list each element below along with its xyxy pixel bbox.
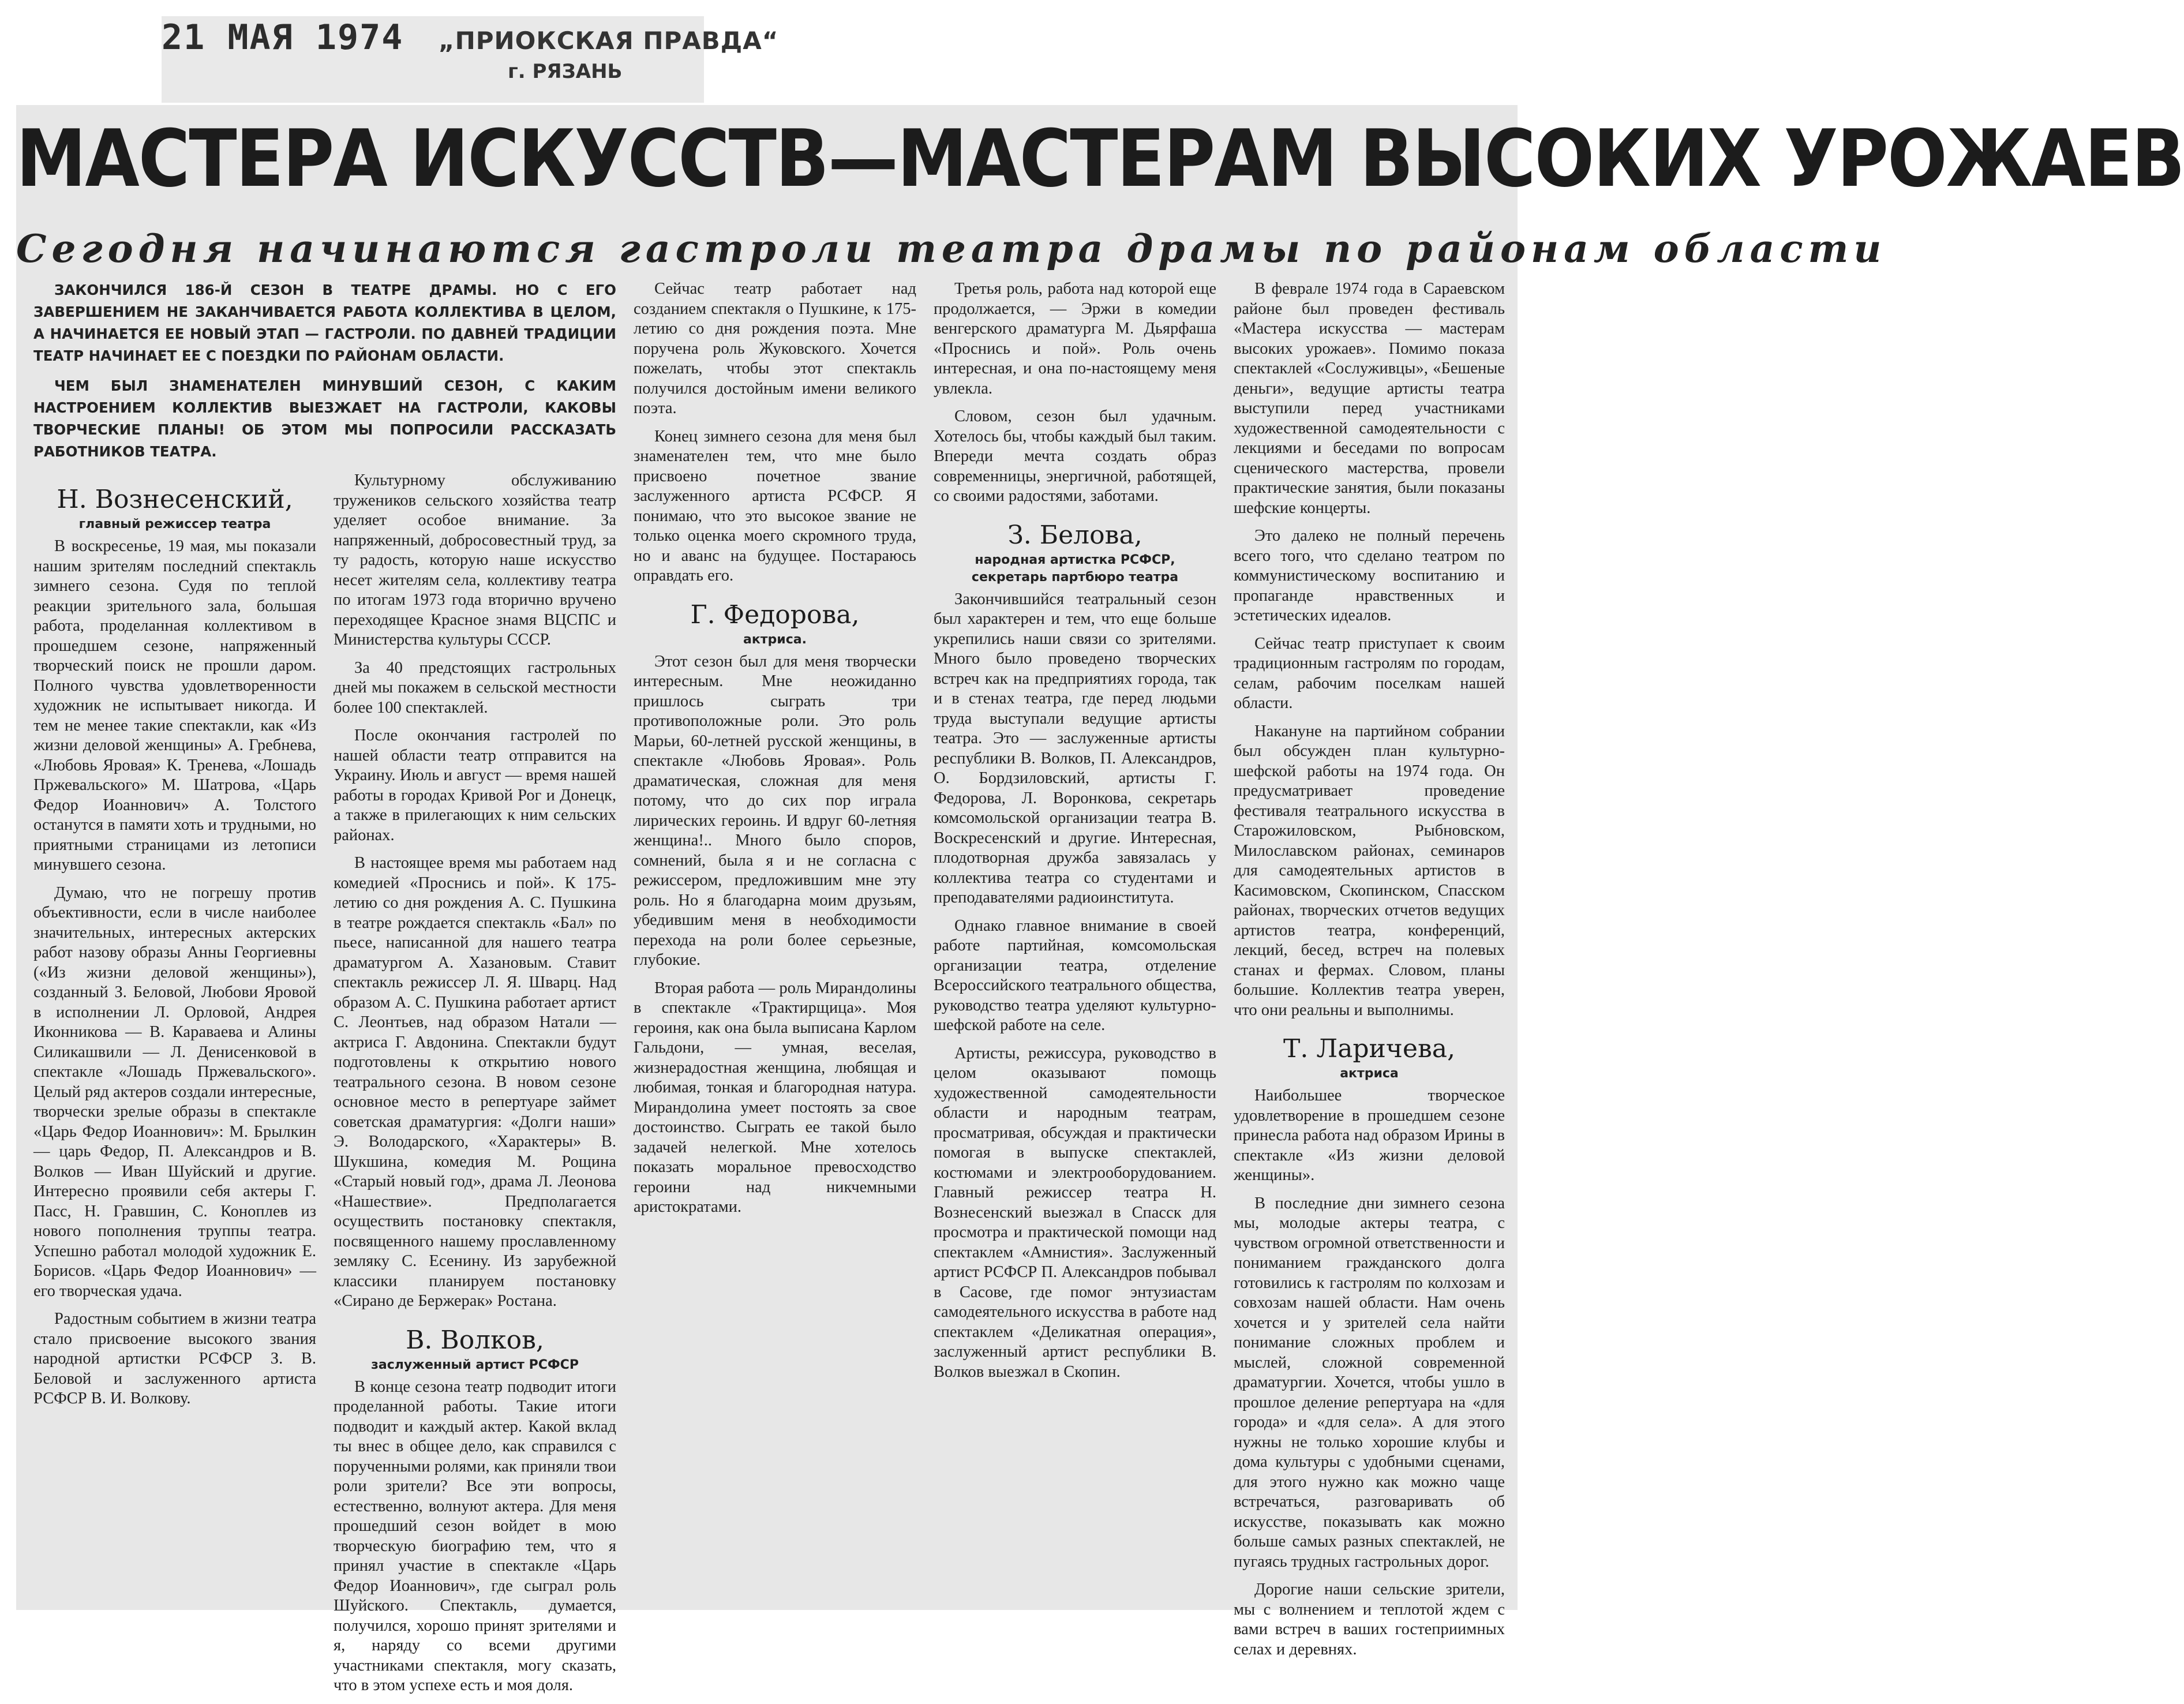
subheadline: Сегодня начинаются гастроли театра драмы по районам области — [16, 226, 1887, 271]
article-paragraph: Словом, сезон был удачным. Хотелось бы, чтобы каждый был таким. Впереди мечта создать образ современницы, энергичной, работящей, со своими радостями, заботами. — [934, 407, 1216, 505]
column-3 — [634, 279, 916, 1226]
newspaper-page — [16, 105, 2184, 1694]
article-paragraph: Думаю, что не погрешу против объективности, если в числе наиболее значительных, интересных актерских работ назову образы Анны Георгиевны («Из жизни деловой женщины»), созданный З. Беловой, Любови Яровой в исполнении Л. Орловой, Андрея Иконникова — В. Караваева и Алины Силикашвили — Л. Денисенковой в спектакле «Лошадь Пржевальского». Целый ряд актеров создали интересные, творчески зрелые образы в спектакле «Царь Федор Иоаннович»: М. Брылкин — царь Федор, П. Александров и В. Волков — Иван Шуйский и другие. Интересно проявили себя актеры Г. Пасс, Н. Гравшин, С. Коноплев из нового пополнения труппы театра. Успешно работал молодой художник Е. Борисов. «Царь Федор Иоаннович» — его творческая удача. — [33, 883, 316, 1300]
author-role: заслуженный артист РСФСР — [371, 1357, 579, 1372]
author-block-volkov — [334, 1324, 616, 1374]
author-name: З. Белова, — [1007, 520, 1142, 550]
clipping-date: 21 МАЯ 1974 — [162, 17, 404, 58]
article-paragraph: Конец зимнего сезона для меня был знаменателен тем, что мне было присвоено почетное звание заслуженного артиста РСФСР. Я понимаю, что это высокое звание не только оценка моего скромного труда, но и аванс на будущее. Постараюсь оправдать его. — [634, 427, 916, 585]
author-name: Г. Федорова, — [690, 600, 860, 630]
article-paragraph: Сейчас театр работает над созданием спектакля о Пушкине, к 175-летию со дня рождения поэта. Мне поручена роль Жуковского. Хочется пожелать, чтобы этот спектакль получился достойным имени великого поэта. — [634, 280, 916, 417]
article-paragraph: Третья роль, работа над которой еще продолжается, — Эржи в комедии венгерского драматурга М. Дьярфаша «Проснись и пой». Роль очень интересная, и она по-настоящему меня увлекла. — [934, 280, 1216, 398]
column-5 — [1234, 279, 1505, 1668]
article-paragraph: Артисты, режиссура, руководство в целом оказывают помощь художественной самодеятельности области и народным театрам, просматривая, обсуждая и практически помогая в выпуске спектаклей, костюмами и электрооборудованием. Главный режиссер театра Н. Вознесенский выезжал в Спасск для просмотра и практической помощи над спектаклем «Амнистия». Заслуженный артист РСФСР П. Александров побывал в Сасове, где помог энтузиастам самодеятельного искусства в работе над спектаклем «Деликатная операция», заслуженный артист республики В. Волков выезжал в Скопин. — [934, 1044, 1216, 1381]
left-block — [33, 279, 616, 1704]
author-block-voznesensky — [33, 484, 316, 533]
article-paragraph: В феврале 1974 года в Сараевском районе был проведен фестиваль «Мастера искусства — мастерам высоких урожаев». Помимо показа спектаклей «Сослуживцы», «Бешеные деньги», ведущие артисты театра выступили перед участниками художественной самодеятельности с лекциями и беседами по вопросам сценического мастерства, провели практические занятия, были показаны шефские концерты. — [1234, 280, 1505, 517]
article-paragraph: За 40 предстоящих гастрольных дней мы покажем в сельской местности более 100 спектаклей. — [334, 658, 616, 717]
article-paragraph: Накануне на партийном собрании был обсужден план культурно-шефской работы на 1974 года. Он предусматривает проведение фестиваля театрального искусства в Старожиловском, Рыбновском, Милославском районах, семинаров для самодеятельных артистов в Касимовском, Скопинском, Спасском районах, творческих отчетов ведущих артистов театра, конференций, лекций, бесед, встреч на полевых станах и фермах. Словом, планы большие. Коллектив театра уверен, что они реальны и выполнимы. — [1234, 722, 1505, 1019]
headline: МАСТЕРА ИСКУССТВ—МАСТЕРАМ ВЫСОКИХ УРОЖАЕВ — [16, 113, 2184, 205]
article-paragraph: В последние дни зимнего сезона мы, молодые актеры театра, с чувством огромной ответственности и пониманием гражданского долга готовились к гастролям по колхозам и совхозам нашей области. Нам очень хочется и у зрителей села найти понимание сложных проблем и мыслей, сложной современной драматургии. Хочется, чтобы ушло в прошлое деление репертуара на «для города» и «для села». А для этого нужны не только хорошие клубы и дома культуры с удобными сценами, для этого нужно как можно чаще встречаться, разговаривать об искусстве, показывать как можно больше самых разных спектаклей, не пугаясь трудных гастрольных дорог. — [1234, 1194, 1505, 1571]
voznesensky-column — [33, 471, 316, 1704]
author-role: актриса — [1340, 1066, 1399, 1081]
newspaper-city: г. РЯЗАНЬ — [508, 60, 623, 83]
article-paragraph: В настоящее время мы работаем над комедией «Проснись и пой». К 175-летию со дня рождения А. С. Пушкина в театре рождается спектакль «Бал» по пьесе, написанной для нашего театра драматургом А. Хазановым. Ставит спектакль режиссер Л. Я. Шварц. Над образом А. С. Пушкина работает артист С. Леонтьев, над образом Натали — актриса Г. Авдонина. Спектакли будут подготовлены к открытию нового театрального сезона. В новом сезоне основное место в репертуаре займет советская драматургия: «Долги наши» Э. Володарского, «Характеры» В. Шукшина, комедия М. Рощина «Старый новый год», драма Л. Леонова «Нашествие». Предполагается осуществить постановку спектакля, посвященного нашему прославленному земляку С. Есенину. Из зарубежной классики планируем постановку «Сирано де Бержерак» Ростана. — [334, 854, 616, 1310]
author-block-laricheva — [1234, 1033, 1505, 1083]
intro-paragraph: ЧЕМ БЫЛ ЗНАМЕНАТЕЛЕН МИНУВШИЙ СЕЗОН, С КАКИМ НАСТРОЕНИЕМ КОЛЛЕКТИВ ВЫЕЗЖАЕТ НА ГАСТРОЛИ, КАКОВЫ ТВОРЧЕСКИЕ ПЛАНЫ! ОБ ЭТОМ МЫ ПОПРОСИЛИ РАССКАЗАТЬ РАБОТНИКОВ ТЕАТРА. — [33, 377, 616, 460]
newspaper-name: „ПРИОКСКАЯ ПРАВДА“ — [439, 27, 779, 55]
article-paragraph: Этот сезон был для меня творчески интересным. Мне неожиданно пришлось сыграть три противоположные роли. Это роль Марьи, 60-летней русской женщины, в спектакле «Любовь Яровая». Роль драматическая, сложная для меня потому, что до сих пор играла лирических героинь. И вдруг 60-летняя женщина!.. Много было споров, сомнений, была я и не согласна с режиссером, предложившим мне эту роль. Но я благодарна моим друзьям, убедившим меня в необходимости перехода на роли более серьезные, глубокие. — [634, 652, 916, 969]
article-paragraph: Закончившийся театральный сезон был характерен и тем, что еще больше укрепились наши связи со зрителями. Много было проведено творческих встреч как на предприятиях города, так и в стенах театра, где перед людьми труда выступали ведущие артисты театра. Это — заслуженные артисты республики В. Волков, П. Александров, О. Бордзиловский, артисты Г. Федорова, Л. Воронкова, секретарь комсомольской организации театра В. Воскресенский и другие. Интересная, плодотворная дружба завязалась у коллектива театра со студентами и преподавателями радиоинститута. — [934, 590, 1216, 907]
article-paragraph: В конце сезона театр подводит итоги проделанной работы. Такие итоги подводит и каждый актер. Какой вклад ты внес в общее дело, как справился с порученными ролями, как приняли твои роли зрители? Все эти вопросы, естественно, волнуют актера. Для меня прошедший сезон войдет в мою творческую биографию тем, что я принял участие в спектакле «Царь Федор Иоаннович», где сыграл роль Шуйского. Спектакль, думается, получился, хорошо принят зрителями и я, наряду со всеми другими участниками спектакля, могу сказать, что в этом успехе есть и моя доля. — [334, 1377, 616, 1694]
column-4 — [934, 279, 1216, 1390]
author-name: В. Волков, — [406, 1325, 544, 1355]
author-block-fedorova — [634, 599, 916, 649]
article-paragraph: После окончания гастролей по нашей области театр отправится на Украину. Июль и август — время нашей работы в городах Кривой Рог и Донецк, а также в прилегающих к ним сельских районах. — [334, 726, 616, 844]
article-paragraph: Дорогие наши сельские зрители, мы с волнением и теплотой ждем с вами встреч в ваших гостеприимных селах и деревнях. — [1234, 1581, 1505, 1658]
article-paragraph: Вторая работа — роль Мирандолины в спектакле «Трактирщица». Моя героиня, как она была выписана Карлом Гальдони, — умная, веселая, жизнерадостная женщина, любящая и любимая, тонкая и благородная натура. Мирандолина умеет постоять за свое достоинство. Сыграть ее такой было задачей нелегкой. Мне хотелось показать моральное превосходство героини над никчемными аристократами. — [634, 979, 916, 1216]
article-paragraph: Сейчас театр приступает к своим традиционным гастролям по городам, селам, рабочим поселкам нашей области. — [1234, 634, 1505, 712]
author-role: актриса. — [743, 632, 807, 647]
author-name: Т. Ларичева, — [1283, 1034, 1455, 1063]
article-paragraph: Наибольшее творческое удовлетворение в прошедшем сезоне принесла работа над образом Ирины в спектакле «Из жизни деловой женщины». — [1234, 1087, 1505, 1184]
intro-paragraph: ЗАКОНЧИЛСЯ 186-Й СЕЗОН В ТЕАТРЕ ДРАМЫ. НО С ЕГО ЗАВЕРШЕНИЕМ НЕ ЗАКАНЧИВАЕТСЯ РАБОТА КОЛЛЕКТИВА В ЦЕЛОМ, А НАЧИНАЕТСЯ ЕЕ НОВЫЙ ЭТАП — ГАСТРОЛИ. ПО ДАВНЕЙ ТРАДИЦИИ ТЕАТР НАЧИНАЕТ ЕЕ С ПОЕЗДКИ ПО РАЙОНАМ ОБЛАСТИ. — [33, 282, 616, 364]
article-paragraph: Культурному обслуживанию тружеников сельского хозяйства театр уделяет особое внимание. За напряженный, добросовестный труд, за ту радость, которую наше искусство несет жителям села, коллективу театра по итогам 1973 года вторично вручено переходящее Красное знамя ВЦСПС и Министерства культуры СССР. — [334, 471, 616, 649]
article-paragraph: В воскресенье, 19 мая, мы показали нашим зрителям последний спектакль зимнего сезона. Судя по теплой реакции зрительного зала, большая работа, проделанная коллективом в прошедшем сезоне, напряженный творческий поиск не прошли даром. Полного чувства удовлетворенности художник не испытывает никогда. И тем не менее такие спектакли, как «Из жизни деловой женщины» А. Гребнева, «Любовь Яровая» К. Тренева, «Лошадь Пржевальского» М. Шатрова, «Царь Федор Иоаннович» А. Толстого останутся в памяти хоть и трудными, но приятными страницами из летописи минувшего сезона. — [33, 537, 316, 874]
article-paragraph: Это далеко не полный перечень всего того, что сделано театром по коммунистическому воспитанию и пропаганде нравственных и эстетических идеалов. — [1234, 527, 1505, 624]
author-block-belova — [934, 519, 1216, 586]
article-paragraph: Однако главное внимание в своей работе партийная, комсомольская организации театра, отделение Всероссийского театрального общества, руководство театра уделяют культурно-шефской работе на селе. — [934, 916, 1216, 1034]
article-paragraph: Радостным событием в жизни театра стало присвоение высокого звания народной артистки РСФСР З. В. Беловой и заслуженного артиста РСФСР В. И. Волкову. — [33, 1310, 316, 1407]
author-name: Н. Вознесенский, — [57, 485, 293, 514]
author-role: главный режиссер театра — [78, 517, 271, 531]
voznesensky-column-2 — [334, 471, 616, 1704]
author-role: народная артистка РСФСР, — [975, 552, 1175, 567]
author-role-2: секретарь партбюро театра — [971, 570, 1179, 585]
